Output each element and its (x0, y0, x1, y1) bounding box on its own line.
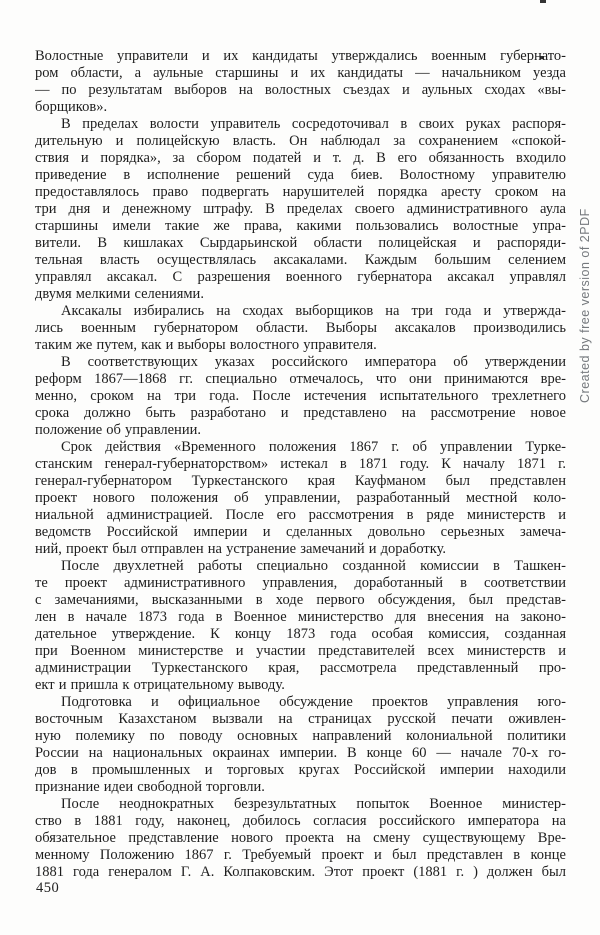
text-line: ект и пришла к отрицательному выводу. (35, 677, 285, 693)
text-line: ствия и порядка», за сбором податей и т. д. В его обязанность входило (35, 150, 566, 166)
paragraph (35, 116, 566, 303)
text-line: Подготовка и официальное обсуждение проектов управления юго- (61, 694, 566, 710)
paragraph (35, 439, 566, 558)
text-line: реформ 1867—1868 гг. специально отмечалось, что они принимаются вре- (35, 371, 566, 387)
text-line: тельная власть осуществлялась аксакалами. Каждым большим селением (35, 252, 566, 268)
text-line: срока должно быть разработано и представлено на рассмотрение новое (35, 405, 566, 421)
text-line: восточным Казахстаном вызвали на страницах русской печати оживлен- (35, 711, 566, 727)
text-line: В соответствующих указах российского императора об утверждении (61, 354, 566, 370)
text-line: вители. В кишлаках Сырдарьинской области полицейская и распоряди- (35, 235, 566, 251)
text-line: 1881 года генералом Г. А. Колпаковским. Этот проект (1881 г. ) должен был (35, 864, 566, 880)
text-line: проект нового положения об управлении, разработанный местной коло- (35, 490, 566, 506)
text-line: положение об управлении. (35, 422, 201, 438)
text-line: приведение в исполнение решений суда биев. Волостному управителю (35, 167, 566, 183)
text-line: предоставлялось право подвергать нарушителей порядка аресту сроком на (35, 184, 566, 200)
text-line: дительную и полицейскую власть. Он наблюдал за сохранением «спокой- (35, 133, 566, 149)
text-line: Волостные управители и их кандидаты утверждались военным губернато- (35, 48, 566, 64)
text-line: ром области, а аульные старшины и их кандидаты — начальником уезда (35, 65, 566, 81)
text-line: После неоднократных безрезультатных попыток Военное министер- (61, 796, 566, 812)
text-line: — по результатам выборов на волостных съездах и аульных сходах «вы- (35, 82, 566, 98)
text-line: В пределах волости управитель сосредоточивал в своих руках распоря- (61, 116, 566, 132)
text-line: три дня и денежному штрафу. В пределах своего административного аула (35, 201, 566, 217)
text-line: менно, сроком на три года. После истечения испытательного трехлетнего (35, 388, 566, 404)
text-line: Аксакалы избирались на сходах выборщиков на три года и утвержда- (61, 303, 566, 319)
paragraph (35, 48, 566, 116)
text-line: лись военным губернатором области. Выборы аксакалов производились (35, 320, 566, 336)
scan-speck (540, 0, 546, 3)
paragraph (35, 303, 566, 354)
text-line: борщиков». (35, 99, 108, 115)
text-line: признание идеи свободной торговли. (35, 779, 265, 795)
text-line: менному Положению 1867 г. Требуемый проект и был представлен в конце (35, 847, 566, 863)
text-line: обязательное представление нового проекта на смену существующему Вре- (35, 830, 566, 846)
paragraph (35, 796, 566, 881)
pdf-watermark: Created by free version of 2PDF (578, 208, 592, 403)
text-line: После двухлетней работы специально созданной комиссии в Ташкен- (61, 558, 566, 574)
paragraph (35, 354, 566, 439)
page-number: 450 (36, 880, 60, 896)
text-line: с замечаниями, высказанными в ходе первого обсуждения, был представ- (35, 592, 566, 608)
text-line: ведомств Российской империи и сделанных довольно серьезных замеча- (35, 524, 566, 540)
text-line: при Военном министерстве и участии представителей всех министерств и (35, 643, 566, 659)
paragraph (35, 694, 566, 796)
text-line: старшины имели такие же права, какими пользовались волостные упра- (35, 218, 566, 234)
text-line: дов в промышленных и торговых кругах Российской империи находили (35, 762, 566, 778)
text-line: генерал-губернатором Туркестанского края Кауфманом был представлен (35, 473, 566, 489)
text-line: ную полемику по поводу основных направлений колониальной политики (35, 728, 566, 744)
text-line: управлял аксакал. С разрешения военного губернатора аксакал управлял (35, 269, 566, 285)
text-line: станским генерал-губернаторством» истекал в 1871 году. К началу 1871 г. (35, 456, 566, 472)
text-line: двумя мелкими селениями. (35, 286, 204, 302)
text-line: лен в начале 1873 года в Военное министерство для внесения на законо- (35, 609, 566, 625)
text-line: ний, проект был отправлен на устранение замечаний и доработку. (35, 541, 447, 557)
text-line: России на национальных окраинах империи. В конце 60 — начале 70-х го- (35, 745, 566, 761)
text-line: ниальной администрацией. После его рассмотрения в ряде министерств и (35, 507, 566, 523)
text-line: те проект административного управления, доработанный в соответствии (35, 575, 566, 591)
text-line: администрации Туркестанского края, рассмотрела представленный про- (35, 660, 566, 676)
paragraph (35, 558, 566, 694)
text-line: таким же путем, как и выборы волостного управителя. (35, 337, 377, 353)
text-line: дательное утверждение. К концу 1873 года особая комиссия, созданная (35, 626, 566, 642)
text-line: ство в 1881 году, наконец, добилось согласия российского императора на (35, 813, 566, 829)
text-line: Срок действия «Временного положения 1867 г. об управлении Турке- (61, 439, 566, 455)
text-block (35, 48, 566, 881)
